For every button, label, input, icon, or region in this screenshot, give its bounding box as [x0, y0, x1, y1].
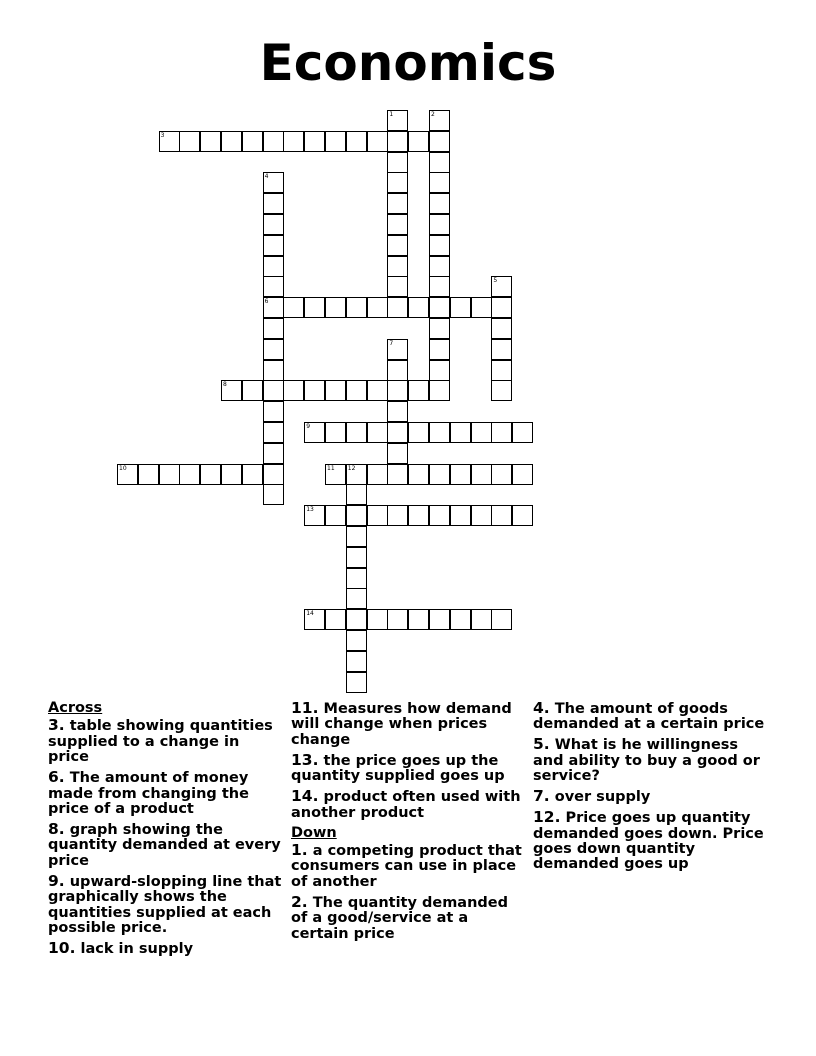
grid-cell[interactable]	[450, 609, 471, 630]
grid-cell[interactable]	[471, 297, 492, 318]
clue-number: 14	[306, 610, 314, 618]
grid-cell[interactable]	[283, 297, 304, 318]
grid-cell[interactable]	[242, 464, 263, 485]
grid-cell[interactable]	[429, 172, 450, 193]
grid-cell[interactable]	[346, 526, 367, 547]
clue-number: 2	[431, 111, 435, 118]
grid-cell[interactable]	[408, 464, 429, 485]
grid-cell[interactable]	[346, 672, 367, 693]
grid-cell[interactable]	[263, 380, 284, 401]
grid-cell[interactable]	[263, 484, 284, 505]
grid-cell[interactable]	[387, 339, 408, 360]
grid-cell[interactable]	[491, 297, 512, 318]
down-heading: Down	[291, 824, 337, 841]
grid-cell[interactable]	[325, 422, 346, 443]
grid-cell[interactable]	[429, 214, 450, 235]
clue-number: 4	[264, 173, 269, 181]
grid-cell[interactable]	[387, 443, 408, 464]
grid-cell[interactable]	[429, 360, 450, 381]
grid-cell[interactable]	[263, 339, 284, 360]
grid-cell[interactable]	[491, 276, 512, 297]
grid-cell[interactable]	[367, 609, 388, 630]
grid-cell[interactable]	[429, 276, 450, 297]
grid-cell[interactable]	[346, 380, 367, 401]
grid-cell[interactable]	[429, 297, 450, 318]
grid-cell[interactable]	[429, 152, 450, 173]
grid-cell[interactable]	[304, 380, 325, 401]
grid-cell[interactable]	[346, 609, 367, 630]
grid-cell[interactable]	[491, 380, 512, 401]
grid-cell[interactable]	[387, 401, 408, 422]
grid-cell[interactable]	[346, 588, 367, 609]
grid-cell[interactable]	[304, 609, 325, 630]
grid-cell[interactable]	[304, 505, 325, 526]
grid-cell[interactable]	[367, 505, 388, 526]
clue-down-7: 7. over supply	[533, 787, 651, 806]
grid-cell[interactable]	[429, 464, 450, 485]
grid-cell[interactable]	[325, 131, 346, 152]
grid-cell[interactable]	[346, 464, 367, 485]
grid-cell[interactable]	[346, 547, 367, 568]
grid-cell[interactable]	[408, 505, 429, 526]
grid-cell[interactable]	[263, 318, 284, 339]
grid-cell[interactable]	[429, 131, 450, 152]
grid-cell[interactable]	[367, 422, 388, 443]
grid-cell[interactable]	[387, 297, 408, 318]
grid-cell[interactable]	[263, 172, 284, 193]
grid-cell[interactable]	[138, 464, 159, 485]
grid-cell[interactable]	[387, 193, 408, 214]
grid-cell[interactable]	[263, 256, 284, 277]
clue-down-2: 2. The quantity demanded of a good/service at a certain price	[291, 892, 508, 942]
grid-cell[interactable]	[387, 276, 408, 297]
clue-number: 8	[223, 381, 227, 389]
clue-down-1: 1. a competing product that consumers can use in place of another	[291, 841, 522, 890]
grid-cell[interactable]	[387, 360, 408, 381]
grid-cell[interactable]	[512, 464, 533, 485]
grid-cell[interactable]	[408, 422, 429, 443]
grid-cell[interactable]	[387, 110, 408, 131]
grid-cell[interactable]	[387, 380, 408, 401]
grid-cell[interactable]	[387, 152, 408, 173]
grid-cell[interactable]	[471, 505, 492, 526]
grid-cell[interactable]	[263, 214, 284, 235]
grid-cell[interactable]	[491, 360, 512, 381]
grid-cell[interactable]	[471, 464, 492, 485]
grid-cell[interactable]	[387, 464, 408, 485]
grid-cell[interactable]	[325, 297, 346, 318]
grid-cell[interactable]	[387, 235, 408, 256]
grid-cell[interactable]	[491, 339, 512, 360]
clue-across-13: 13. the price goes up the quantity supplied goes up	[291, 750, 505, 785]
grid-cell[interactable]	[450, 422, 471, 443]
clue-number: 3	[160, 131, 165, 139]
clue-across-14: 14. product often used with another product	[291, 787, 521, 821]
grid-cell[interactable]	[491, 422, 512, 443]
grid-cell[interactable]	[408, 609, 429, 630]
grid-cell[interactable]	[429, 256, 450, 277]
clue-number: 10	[119, 464, 127, 472]
grid-cell[interactable]	[200, 464, 221, 485]
grid-cell[interactable]	[346, 422, 367, 443]
clue-number: 9	[306, 423, 311, 430]
clues-column-3	[533, 701, 773, 877]
grid-cell[interactable]	[263, 422, 284, 443]
grid-cell[interactable]	[387, 131, 408, 152]
grid-cell[interactable]	[200, 131, 221, 152]
grid-cell[interactable]	[263, 276, 284, 297]
grid-cell[interactable]	[179, 464, 200, 485]
grid-cell[interactable]	[346, 651, 367, 672]
clue-across-6: 6. The amount of money made from changing the price of a product	[48, 768, 249, 818]
grid-cell[interactable]	[242, 131, 263, 152]
grid-cell[interactable]	[346, 484, 367, 505]
grid-cell[interactable]	[263, 297, 284, 318]
grid-cell[interactable]	[304, 131, 325, 152]
grid-cell[interactable]	[429, 609, 450, 630]
grid-cell[interactable]	[325, 380, 346, 401]
clue-across-10: 10. lack in supply	[48, 939, 194, 958]
grid-cell[interactable]	[429, 318, 450, 339]
grid-cell[interactable]	[387, 609, 408, 630]
grid-cell[interactable]	[179, 131, 200, 152]
grid-cell[interactable]	[408, 297, 429, 318]
clue-down-4: 4. The amount of goods demanded at a certain price	[533, 699, 765, 733]
grid-cell[interactable]	[325, 464, 346, 485]
grid-cell[interactable]	[367, 380, 388, 401]
clue-number: 12	[347, 464, 356, 472]
grid-cell[interactable]	[263, 401, 284, 422]
grid-cell[interactable]	[491, 505, 512, 526]
grid-cell[interactable]	[221, 380, 242, 401]
grid-cell[interactable]	[263, 464, 284, 485]
clue-number: 11	[327, 464, 335, 472]
grid-cell[interactable]	[325, 609, 346, 630]
grid-cell[interactable]	[263, 131, 284, 152]
grid-cell[interactable]	[221, 131, 242, 152]
grid-cell[interactable]	[367, 464, 388, 485]
grid-cell[interactable]	[429, 339, 450, 360]
grid-cell[interactable]	[346, 505, 367, 526]
grid-cell[interactable]	[491, 609, 512, 630]
grid-cell[interactable]	[387, 505, 408, 526]
grid-cell[interactable]	[283, 131, 304, 152]
grid-cell[interactable]	[304, 422, 325, 443]
grid-cell[interactable]	[429, 193, 450, 214]
grid-cell[interactable]	[263, 443, 284, 464]
grid-cell[interactable]	[263, 360, 284, 381]
grid-cell[interactable]	[408, 131, 429, 152]
grid-cell[interactable]	[408, 380, 429, 401]
grid-cell[interactable]	[429, 505, 450, 526]
grid-cell[interactable]	[263, 193, 284, 214]
grid-cell[interactable]	[387, 172, 408, 193]
across-heading: Across	[48, 700, 103, 716]
puzzle-title: Economics	[259, 34, 557, 92]
grid-cell[interactable]	[429, 422, 450, 443]
grid-cell[interactable]	[263, 235, 284, 256]
clue-number: 6	[264, 298, 269, 306]
clues-column-1	[48, 701, 284, 962]
clue-down-12: 12. Price goes up quantity demanded goes down. Price goes down quantity demanded goes up	[533, 808, 764, 873]
grid-cell[interactable]	[221, 464, 242, 485]
clue-across-11: 11. Measures how demand will change when prices change	[291, 699, 512, 748]
clue-number: 13	[306, 506, 314, 514]
grid-cell[interactable]	[346, 568, 367, 589]
grid-cell[interactable]	[450, 464, 471, 485]
clue-number: 5	[493, 277, 498, 285]
grid-cell[interactable]	[159, 131, 180, 152]
grid-cell[interactable]	[346, 297, 367, 318]
grid-cell[interactable]	[450, 505, 471, 526]
clue-number: 1	[389, 111, 394, 118]
clue-number: 7	[389, 339, 394, 347]
grid-cell[interactable]	[367, 297, 388, 318]
grid-cell[interactable]	[387, 256, 408, 277]
grid-cell[interactable]	[512, 422, 533, 443]
grid-cell[interactable]	[491, 464, 512, 485]
grid-cell[interactable]	[367, 131, 388, 152]
grid-cell[interactable]	[429, 380, 450, 401]
grid-cell[interactable]	[387, 214, 408, 235]
grid-cell[interactable]	[304, 297, 325, 318]
grid-cell[interactable]	[471, 422, 492, 443]
grid-cell[interactable]	[471, 609, 492, 630]
grid-cell[interactable]	[159, 464, 180, 485]
grid-cell[interactable]	[491, 318, 512, 339]
grid-cell[interactable]	[346, 131, 367, 152]
grid-cell[interactable]	[450, 297, 471, 318]
grid-cell[interactable]	[512, 505, 533, 526]
grid-cell[interactable]	[346, 630, 367, 651]
grid-cell[interactable]	[429, 110, 450, 131]
grid-cell[interactable]	[387, 422, 408, 443]
grid-cell[interactable]	[429, 235, 450, 256]
clues-column-2	[291, 701, 527, 947]
clue-across-3: 3. table showing quantities supplied to a change in price	[48, 716, 273, 766]
grid-cell[interactable]	[242, 380, 263, 401]
clue-across-8: 8. graph showing the quantity demanded at every price	[48, 820, 281, 869]
clue-across-9: 9. upward-slopping line that graphically shows the quantities supplied at each possible price.	[48, 871, 282, 937]
grid-cell[interactable]	[117, 464, 138, 485]
grid-cell[interactable]	[325, 505, 346, 526]
grid-cell[interactable]	[283, 380, 304, 401]
clue-down-5: 5. What is he willingness and ability to buy a good or service?	[533, 735, 760, 785]
